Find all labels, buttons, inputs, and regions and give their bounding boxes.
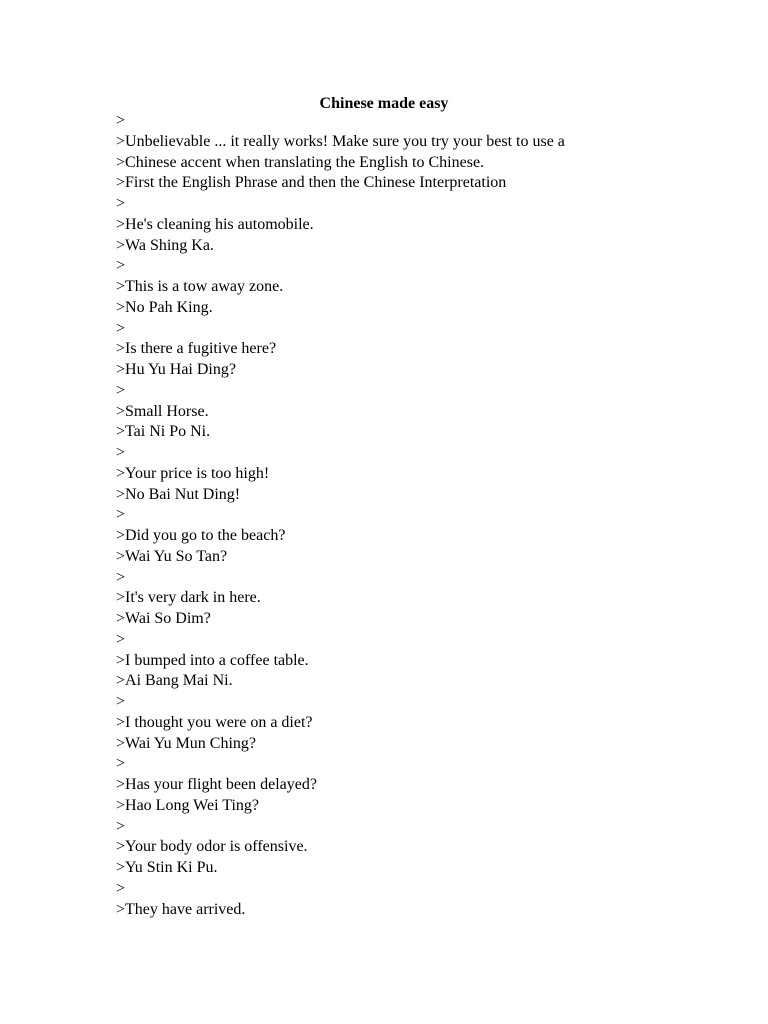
text-line: >	[116, 257, 126, 275]
text-line: >I thought you were on a diet?	[116, 713, 313, 731]
text-line: >	[116, 568, 126, 586]
document-body	[116, 111, 736, 920]
text-line: >Your price is too high!	[116, 464, 270, 482]
text-line: >Small Horse.	[116, 402, 209, 420]
text-line: >	[116, 381, 126, 399]
text-line: >I bumped into a coffee table.	[116, 651, 309, 669]
text-line: >Ai Bang Mai Ni.	[116, 672, 233, 690]
text-line: >Wai Yu Mun Ching?	[116, 734, 257, 752]
text-line: >Hao Long Wei Ting?	[116, 796, 259, 814]
text-line: >	[116, 755, 126, 773]
text-line: >Wa Shing Ka.	[116, 236, 214, 254]
text-line: >He's cleaning his automobile.	[116, 215, 314, 233]
text-line: >	[116, 319, 126, 337]
text-line: >	[116, 195, 126, 212]
text-line: >Did you go to the beach?	[116, 527, 286, 544]
text-line: >Has your flight been delayed?	[116, 776, 317, 793]
text-line: >First the English Phrase and then the Chinese Interpretation	[116, 174, 507, 192]
text-line: >	[116, 817, 126, 835]
text-line: >	[116, 630, 126, 648]
text-line: >	[116, 879, 126, 897]
text-line: >They have arrived.	[116, 900, 246, 918]
text-line: >Is there a fugitive here?	[116, 340, 277, 358]
text-line: >Yu Stin Ki Pu.	[116, 859, 218, 876]
text-line: >No Bai Nut Ding!	[116, 485, 241, 503]
text-line: >No Pah King.	[116, 298, 213, 316]
text-line: >Your body odor is offensive.	[116, 838, 308, 856]
text-line: >Wai So Dim?	[116, 610, 211, 627]
text-line: >It's very dark in here.	[116, 589, 261, 607]
text-line: >	[116, 506, 126, 524]
document-title: Chinese made easy	[319, 95, 449, 112]
text-line: >Tai Ni Po Ni.	[116, 423, 211, 441]
text-line: >Wai Yu So Tan?	[116, 547, 228, 565]
text-line: >Chinese accent when translating the English to Chinese.	[116, 153, 485, 171]
text-line: >Hu Yu Hai Ding?	[116, 361, 236, 378]
text-line: >	[116, 444, 126, 461]
text-line: >Unbelievable ... it really works! Make sure you try your best to use a	[116, 132, 565, 150]
text-line: >	[116, 112, 126, 129]
text-line: >	[116, 693, 126, 710]
text-line: >This is a tow away zone.	[116, 278, 284, 295]
